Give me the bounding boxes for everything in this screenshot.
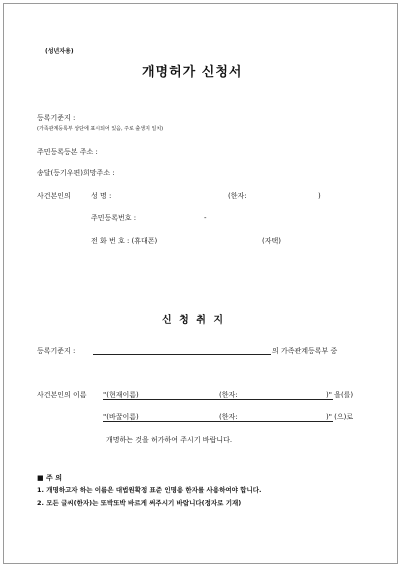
section-title: 신 청 취 지 <box>162 315 226 326</box>
reg-base-blank-line <box>93 354 271 355</box>
reg-base-label: 등록기준지 : <box>37 114 76 122</box>
hanja-close: ) <box>318 192 321 200</box>
rrn-label: 주민등록번호 : <box>91 214 137 222</box>
current-hanja-label: (한자: <box>219 391 238 399</box>
new-name-line <box>103 421 333 422</box>
purpose-reg-label: 등록기준지 : <box>37 347 76 355</box>
notes-title: ■ 주 의 <box>37 474 63 482</box>
new-name-label: "(바꿀이름) <box>103 413 139 421</box>
age-note: (성년자용) <box>45 48 74 55</box>
name-row-prefix: 사건본인의 이름 <box>37 391 87 399</box>
current-name-label: "(현재이름) <box>103 391 139 399</box>
current-name-line <box>103 399 333 400</box>
form-title: 개명허가 신청서 <box>142 65 243 80</box>
note-2: 2. 모든 글씨(한자)는 또박또박 바르게 써주시기 바랍니다(정자로 기재) <box>37 499 242 507</box>
current-name-suffix: )" 을(를) <box>326 391 354 399</box>
phone-label: 전 화 번 호 : (휴대폰) <box>91 237 158 245</box>
rrn-dash: - <box>204 214 207 222</box>
page-frame <box>3 3 398 564</box>
note-1: 1. 개명하고자 하는 이름은 대법원확정 표준 인명용 한자를 사용하여야 합니다. <box>37 486 262 494</box>
new-name-suffix: )" (으)로 <box>326 413 354 421</box>
purpose-suffix: 의 가족관계등록부 중 <box>272 347 338 355</box>
name-label: 성 명 : <box>91 192 112 200</box>
home-phone-label: (자택) <box>262 237 281 245</box>
reg-base-note: (가족관계등록부 상단에 표시되어 있음, 주로 출생지 일치) <box>37 126 164 132</box>
applicant-label: 사건본인의 <box>37 192 71 200</box>
request-text: 개명하는 것을 허가하여 주시기 바랍니다. <box>106 436 233 444</box>
hanja-label: (한자: <box>228 192 247 200</box>
address-label: 주민등록등본 주소 : <box>37 148 98 156</box>
new-hanja-label: (한자: <box>219 413 238 421</box>
delivery-address-label: 송달(등기우편)희망주소 : <box>37 169 115 177</box>
